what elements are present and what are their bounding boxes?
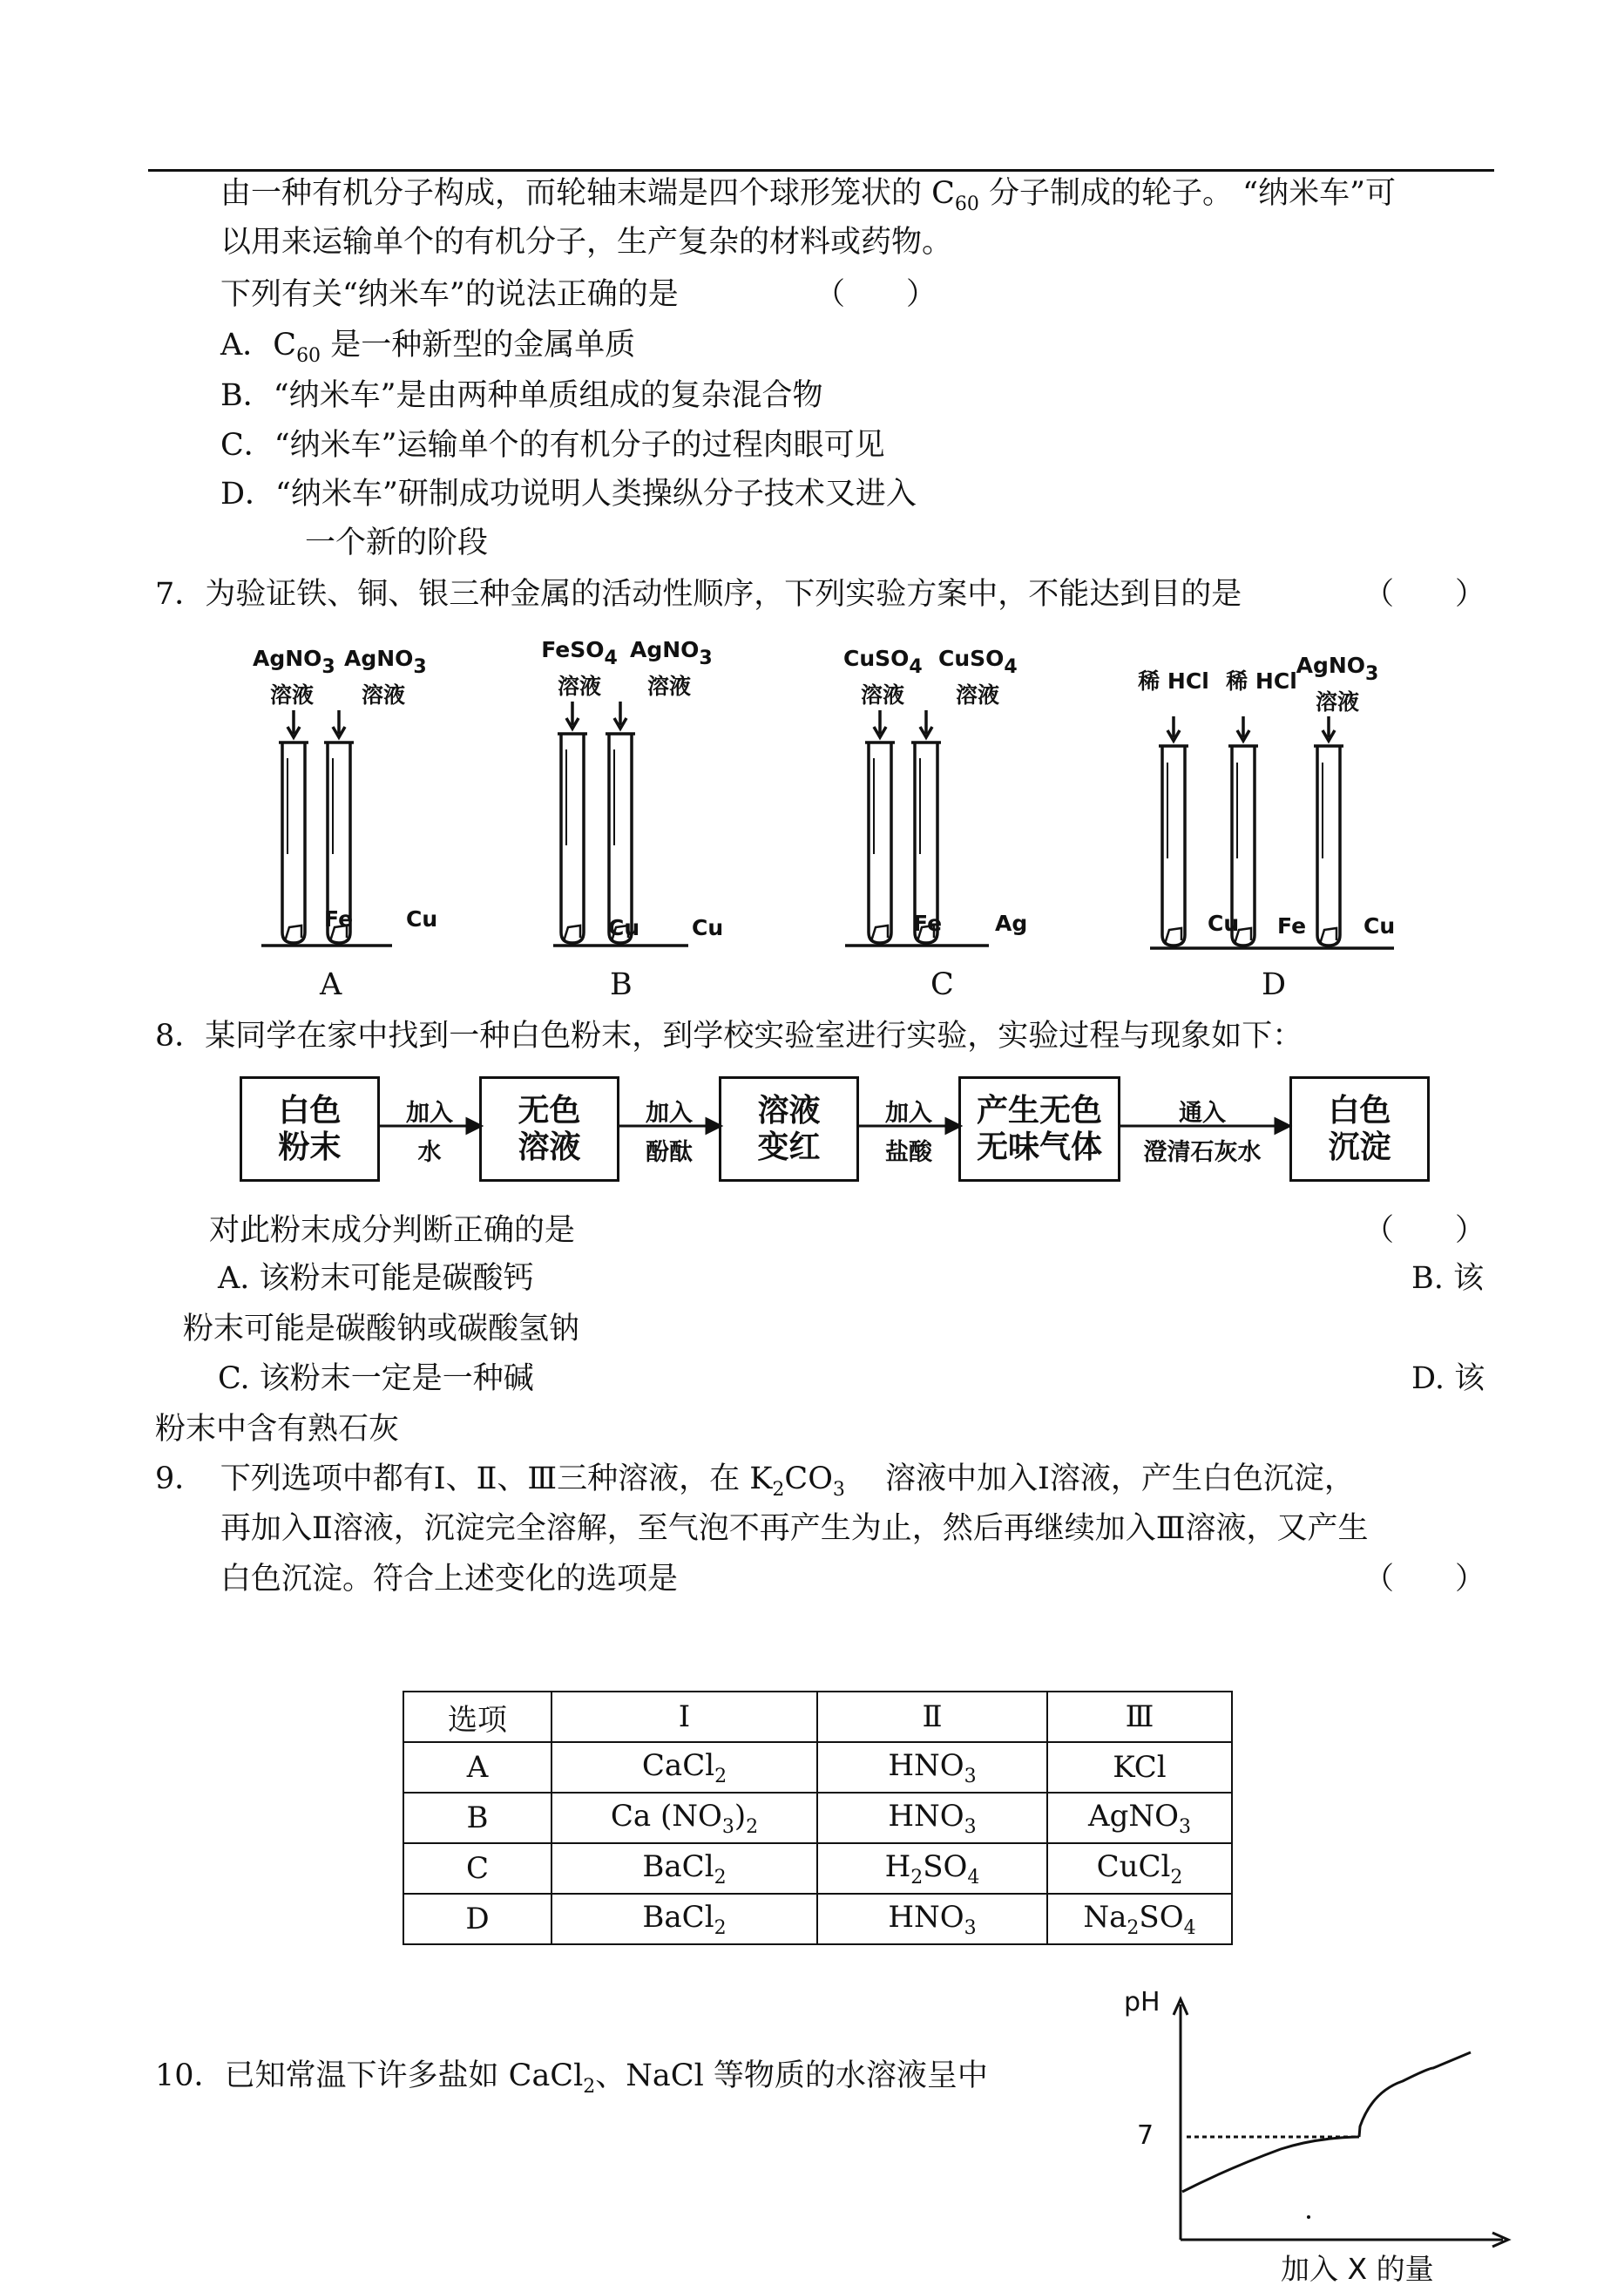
- option-letter: A: [320, 967, 342, 1002]
- flow-box: 无色 溶液: [479, 1076, 619, 1182]
- table-cell: $HNO_3$: [817, 1742, 1047, 1793]
- metal-label: Cu: [692, 915, 724, 940]
- flow-box: 白色 沉淀: [1289, 1076, 1430, 1182]
- q6-answer-paren: （ ）: [815, 277, 937, 312]
- table-header-cell: Ⅱ: [817, 1692, 1047, 1742]
- test-tube: [1314, 746, 1343, 946]
- flow-arrow-label-bottom: 澄清石灰水: [1143, 1139, 1262, 1166]
- flow-arrow-label-top: 加入: [885, 1100, 932, 1127]
- flow-box: 溶液 变红: [719, 1076, 859, 1182]
- table-cell: BaCl$_2$: [551, 1894, 817, 1944]
- option-letter: B: [610, 967, 633, 1002]
- table-row: [403, 1843, 1232, 1894]
- test-tube: [558, 734, 587, 943]
- q8-option-a: A. 该粉末可能是碳酸钙: [218, 1261, 534, 1296]
- q8-stem: 8．某同学在家中找到一种白色粉末，到学校实验室进行实验，实验过程与现象如下：: [155, 1019, 1303, 1054]
- q6-line-2: 以用来运输单个的有机分子，生产复杂的材料或药物。: [220, 225, 953, 260]
- q6-option-d-cont: 一个新的阶段: [305, 526, 489, 560]
- reagent-label: 稀 HCl: [1138, 668, 1209, 694]
- q8-question: 对此粉末成分判断正确的是: [209, 1213, 576, 1248]
- q8-option-b-tail: 粉末可能是碳酸钠或碳酸氢钠: [183, 1312, 580, 1346]
- option-letter: C: [930, 967, 954, 1002]
- flow-arrow-label-top: 加入: [646, 1100, 693, 1127]
- q8-option-d-head: D. 该: [1411, 1361, 1485, 1396]
- metal-label: Cu: [406, 906, 438, 932]
- stray-dot: [1307, 2215, 1310, 2219]
- metal-label: Cu: [608, 915, 640, 940]
- table-cell: B: [403, 1793, 551, 1843]
- reagent-label: FeSO4 溶液: [541, 637, 618, 699]
- flow-arrow-label-bottom: 水: [417, 1139, 442, 1166]
- q6-option-d: D．“纳米车”研制成功说明人类操纵分子技术又进入: [220, 477, 917, 512]
- graph-x-label: 加入 X 的量: [1281, 2252, 1434, 2286]
- reagent-label: AgNO3 溶液: [253, 646, 335, 708]
- table-row: [403, 1742, 1232, 1793]
- table-header-cell: Ⅲ: [1047, 1692, 1232, 1742]
- q8-answer-paren: （ ）: [1363, 1213, 1486, 1248]
- metal-label: Cu: [1208, 911, 1240, 936]
- table-cell: C: [403, 1843, 551, 1894]
- table-header-row: [403, 1692, 1232, 1742]
- table-cell: $HNO_3$: [817, 1894, 1047, 1944]
- graph-ph7-tick: 7: [1137, 2120, 1154, 2151]
- metal-label: Fe: [1277, 913, 1307, 939]
- flow-arrow-label-top: 加入: [406, 1100, 453, 1127]
- graph-y-label: pH: [1124, 1987, 1160, 2017]
- metal-label: Ag: [995, 911, 1028, 936]
- q6-option-b: B．“纳米车”是由两种单质组成的复杂混合物: [220, 378, 823, 413]
- test-tube: [279, 743, 308, 943]
- q9-line-2: 再加入Ⅱ溶液，沉淀完全溶解，至气泡不再产生为止，然后再继续加入Ⅲ溶液，又产生: [220, 1511, 1369, 1546]
- metal-label: Fe: [913, 911, 943, 936]
- q10-text: 10．已知常温下许多盐如 CaCl$_2$、NaCl 等物质的水溶液呈中: [155, 2058, 988, 2098]
- flow-arrow-label-bottom: 酚酞: [646, 1139, 693, 1166]
- metal-label: Fe: [324, 906, 354, 932]
- ph-graph: [1106, 1978, 1525, 2283]
- reagent-label: AgNO3 溶液: [1296, 653, 1379, 715]
- q7-stem: 7．为验证铁、铜、银三种金属的活动性顺序，下列实验方案中，不能达到目的是: [155, 577, 1242, 612]
- top-rule: [148, 169, 1494, 172]
- option-letter: D: [1262, 967, 1287, 1002]
- flow-arrow-label-top: 通入: [1179, 1100, 1226, 1127]
- q7-answer-paren: （ ）: [1363, 577, 1486, 612]
- options-table: [403, 1691, 1233, 1945]
- flow-box: 白色 粉末: [240, 1076, 380, 1182]
- q8-option-c: C. 该粉末一定是一种碱: [218, 1361, 534, 1396]
- reagent-label: AgNO3 溶液: [630, 637, 713, 699]
- ph-curve: [1182, 2137, 1359, 2192]
- table-cell: A: [403, 1742, 551, 1793]
- q9-line-3: 白色沉淀。符合上述变化的选项是: [220, 1562, 679, 1597]
- table-header-cell: Ⅰ: [551, 1692, 817, 1742]
- flow-arrow-label-bottom: 盐酸: [885, 1139, 932, 1166]
- q8-option-d-tail: 粉末中含有熟石灰: [155, 1412, 400, 1447]
- table-header-cell: 选项: [403, 1692, 551, 1742]
- metal-label: Cu: [1363, 913, 1396, 939]
- q6-stem: 下列有关“纳米车”的说法正确的是: [220, 277, 679, 312]
- table-cell: BaCl$_2$: [551, 1843, 817, 1894]
- test-tube: [606, 734, 635, 943]
- table-cell: CuCl$_2$: [1047, 1843, 1232, 1894]
- table-row: [403, 1793, 1232, 1843]
- table-cell: $H_2SO_4$: [817, 1843, 1047, 1894]
- table-cell: KCl: [1047, 1742, 1232, 1793]
- table-row: [403, 1894, 1232, 1944]
- ph-curve-rise: [1359, 2052, 1471, 2137]
- reagent-label: CuSO4 溶液: [843, 646, 923, 708]
- q9-answer-paren: （ ）: [1363, 1562, 1486, 1597]
- q6-option-c: C．“纳米车”运输单个的有机分子的过程肉眼可见: [220, 428, 885, 463]
- q9-line-1: 9． 下列选项中都有Ⅰ、Ⅱ、Ⅲ三种溶液，在 $K_2CO_3$ 溶液中加入Ⅰ溶液，产生白色沉淀，: [155, 1461, 1355, 1501]
- reagent-label: 稀 HCl: [1226, 668, 1297, 694]
- table-cell: $Na_2SO_4$: [1047, 1894, 1232, 1944]
- flow-box: 产生无色 无味气体: [958, 1076, 1120, 1182]
- reagent-label: AgNO3 溶液: [344, 646, 427, 708]
- q8-option-b-head: B. 该: [1411, 1261, 1484, 1296]
- test-tube: [865, 743, 895, 943]
- table-cell: AgNO$_3$: [1047, 1793, 1232, 1843]
- q6-line-1: 由一种有机分子构成，而轮轴末端是四个球形笼状的 $C_{60}$ 分子制成的轮子。 “纳米车”可: [220, 176, 1396, 215]
- table-cell: D: [403, 1894, 551, 1944]
- reagent-label: CuSO4 溶液: [938, 646, 1018, 708]
- table-cell: $HNO_3$: [817, 1793, 1047, 1843]
- test-tube: [1159, 746, 1188, 946]
- table-cell: Ca $(NO_3)_2$: [551, 1793, 817, 1843]
- q6-option-a: A．$C_{60}$ 是一种新型的金属单质: [220, 328, 636, 367]
- table-cell: CaCl$_2$: [551, 1742, 817, 1793]
